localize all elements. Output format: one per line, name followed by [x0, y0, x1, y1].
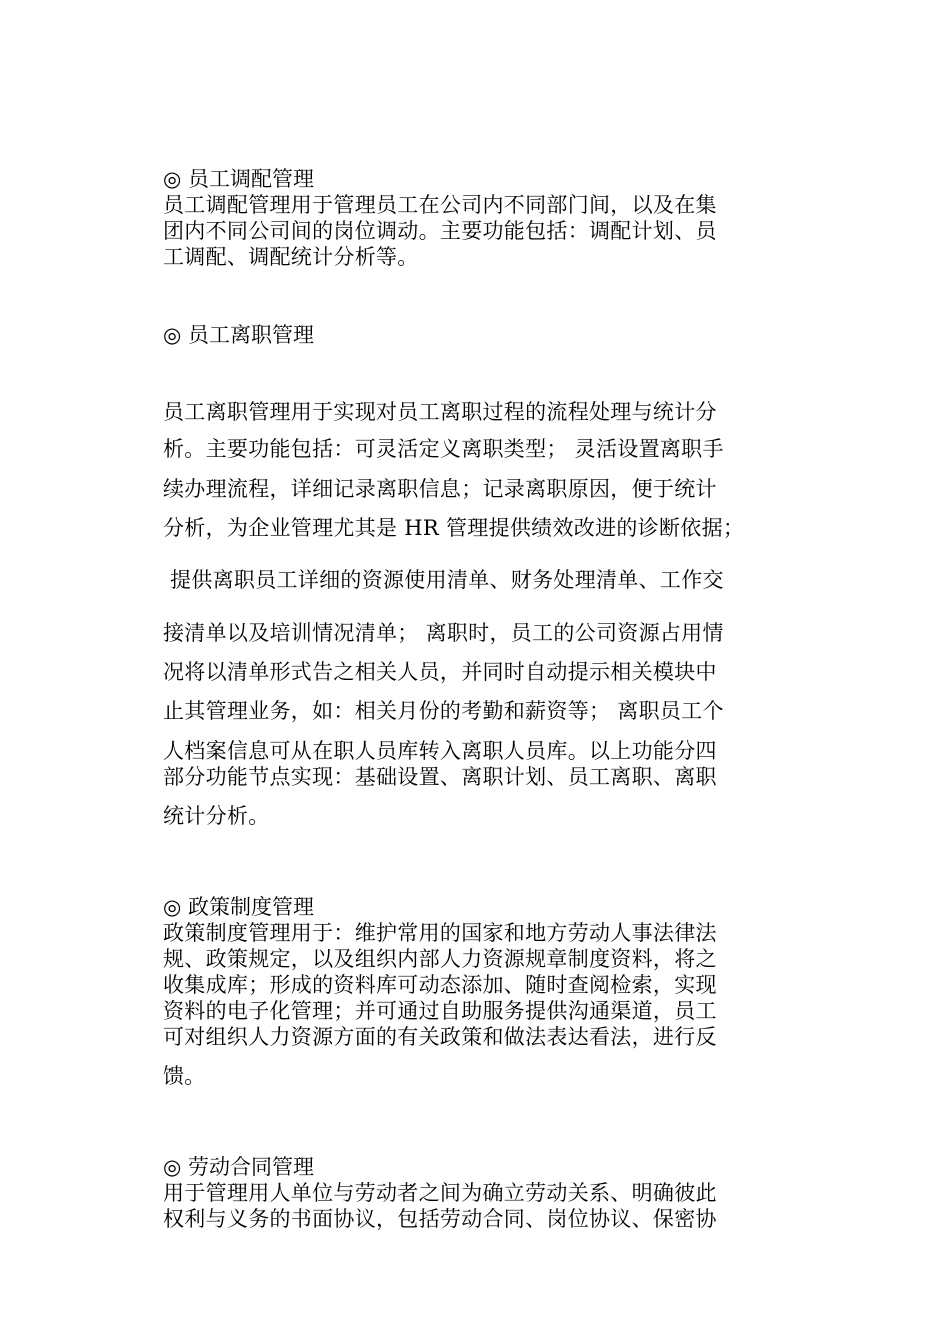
section-heading-transfer: ◎ 员工调配管理 — [163, 167, 314, 191]
paragraph-line: 团内不同公司间的岗位调动。主要功能包括：调配计划、员 — [163, 219, 717, 243]
section-heading-resignation: ◎ 员工离职管理 — [163, 323, 314, 347]
paragraph-line: 可对组织人力资源方面的有关政策和做法表达看法，进行反 — [163, 1025, 717, 1049]
paragraph-line: 规、政策规定，以及组织内部人力资源规章制度资料，将之 — [163, 947, 717, 971]
section-heading-policy: ◎ 政策制度管理 — [163, 895, 314, 919]
paragraph-line: 员工离职管理用于实现对员工离职过程的流程处理与统计分 — [163, 400, 717, 424]
paragraph-line: 提供离职员工详细的资源使用清单、财务处理清单、工作交 — [170, 568, 724, 592]
paragraph-line: 资料的电子化管理；并可通过自助服务提供沟通渠道，员工 — [163, 999, 717, 1023]
section-heading-contract: ◎ 劳动合同管理 — [163, 1155, 314, 1179]
paragraph-line: 馈。 — [163, 1064, 206, 1088]
paragraph-line: 用于管理用人单位与劳动者之间为确立劳动关系、明确彼此 — [163, 1181, 717, 1205]
paragraph-line: 收集成库；形成的资料库可动态添加、随时查阅检索，实现 — [163, 973, 717, 997]
paragraph-line: 工调配、调配统计分析等。 — [163, 245, 419, 269]
paragraph-line: 员工调配管理用于管理员工在公司内不同部门间，以及在集 — [163, 193, 717, 217]
paragraph-line: 权利与义务的书面协议，包括劳动合同、岗位协议、保密协 — [163, 1207, 717, 1231]
paragraph-line: 续办理流程，详细记录离职信息；记录离职原因，便于统计 — [163, 477, 717, 501]
paragraph-line: 人档案信息可从在职人员库转入离职人员库。以上功能分四 — [163, 739, 717, 763]
paragraph-line: 政策制度管理用于：维护常用的国家和地方劳动人事法律法 — [163, 921, 717, 945]
paragraph-line: 接清单以及培训情况清单； 离职时，员工的公司资源占用情 — [163, 621, 724, 645]
paragraph-line: 统计分析。 — [163, 804, 270, 828]
paragraph-line: 分析，为企业管理尤其是 HR 管理提供绩效改进的诊断依据； — [163, 516, 745, 540]
paragraph-line: 析。主要功能包括：可灵活定义离职类型； 灵活设置离职手 — [163, 437, 724, 461]
paragraph-line: 况将以清单形式告之相关人员，并同时自动提示相关模块中 — [163, 660, 717, 684]
paragraph-line: 部分功能节点实现：基础设置、离职计划、员工离职、离职 — [163, 765, 717, 789]
paragraph-line: 止其管理业务，如：相关月份的考勤和薪资等； 离职员工个 — [163, 699, 724, 723]
